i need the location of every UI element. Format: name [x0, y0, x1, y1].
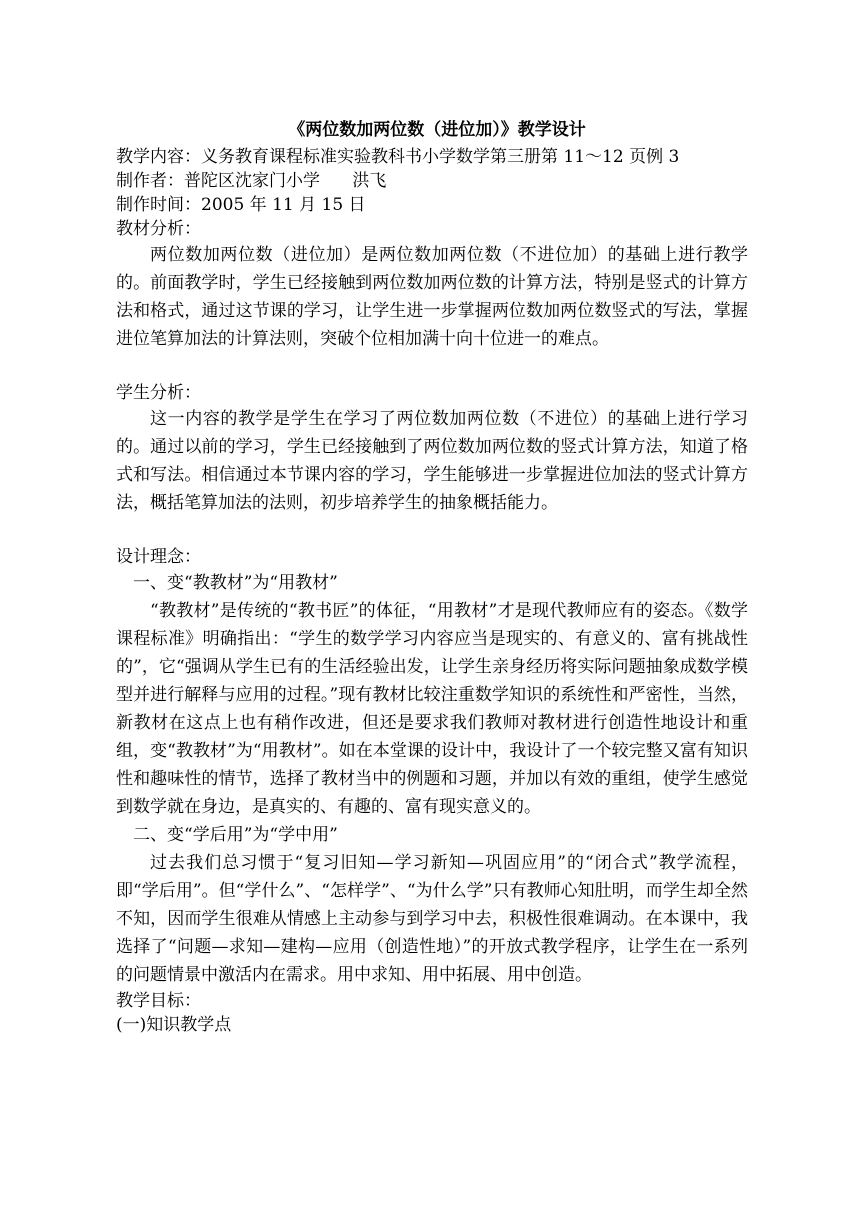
meta-content: 教学内容：义务教育课程标准实验教科书小学数学第三册第 11～12 页例 3 [116, 147, 680, 167]
concept-point-2-body: 过去我们总习惯于“复习旧知—学习新知—巩固应用”的“闭合式”教学流程，即“学后用”。但“学什么”、“怎样学”、“为什么学”只有教师心知肚明，而学生却全然不知，因而学生很难从情感上主动参与到学习中去，积极性很难调动。在本课中，我选择了“问题—求知—建构—应用（创造性地）”的开放式教学程序，让学生在一系列的问题情景中激活内在需求。用中求知、用中拓展、用中创造。 [116, 853, 748, 985]
design-concept-heading: 设计理念： [116, 547, 201, 567]
document-title: 《两位数加两位数（进位加）》教学设计 [288, 120, 586, 140]
blank-line [116, 353, 748, 381]
concept-point-2: 二、变“学后用”为“学中用” [133, 825, 338, 845]
textbook-analysis-heading: 教材分析： [116, 219, 201, 239]
teaching-goals-knowledge: (一)知识教学点 [116, 1015, 232, 1035]
document-page [116, 115, 748, 1037]
meta-date: 制作时间：2005 年 11 月 15 日 [116, 195, 366, 215]
concept-point-1-body: “教教材”是传统的“教书匠”的体征，“用教材”才是现代教师应有的姿态。《数学课程标准》明确指出：“学生的数学学习内容应当是现实的、有意义的、富有挑战性的”，它“强调从学生已有的生活经验出发，让学生亲身经历将实际问题抽象成数学模型并进行解释与应用的过程。”现有教材比较注重数学知识的系统性和严密性，当然，新教材在这点上也有稍作改进，但还是要求我们教师对教材进行创造性地设计和重组，变“教教材”为“用教材”。如在本堂课的设计中，我设计了一个较完整又富有知识性和趣味性的情节，选择了教材当中的例题和习题，并加以有效的重组，使学生感觉到数学就在身边，是真实的、有趣的、富有现实意义的。 [116, 601, 748, 817]
teaching-goals-heading: 教学目标： [116, 991, 201, 1011]
blank-line [116, 517, 748, 545]
student-analysis-heading: 学生分析： [116, 383, 201, 403]
textbook-analysis-body: 两位数加两位数（进位加）是两位数加两位数（不进位加）的基础上进行教学的。前面教学时，学生已经接触到两位数加两位数的计算方法，特别是竖式的计算方法和格式，通过这节课的学习，让学生进一步掌握两位数加两位数竖式的写法，掌握进位笔算加法的计算法则，突破个位相加满十向十位进一的难点。 [116, 245, 748, 349]
meta-author: 制作者：普陀区沈家门小学 洪飞 [116, 171, 387, 191]
student-analysis-body: 这一内容的教学是学生在学习了两位数加两位数（不进位）的基础上进行学习的。通过以前的学习，学生已经接触到了两位数加两位数的竖式计算方法，知道了格式和写法。相信通过本节课内容的学习，学生能够进一步掌握进位加法的竖式计算方法，概括笔算加法的法则，初步培养学生的抽象概括能力。 [116, 409, 748, 513]
concept-point-1: 一、变“教教材”为“用教材” [133, 573, 338, 593]
